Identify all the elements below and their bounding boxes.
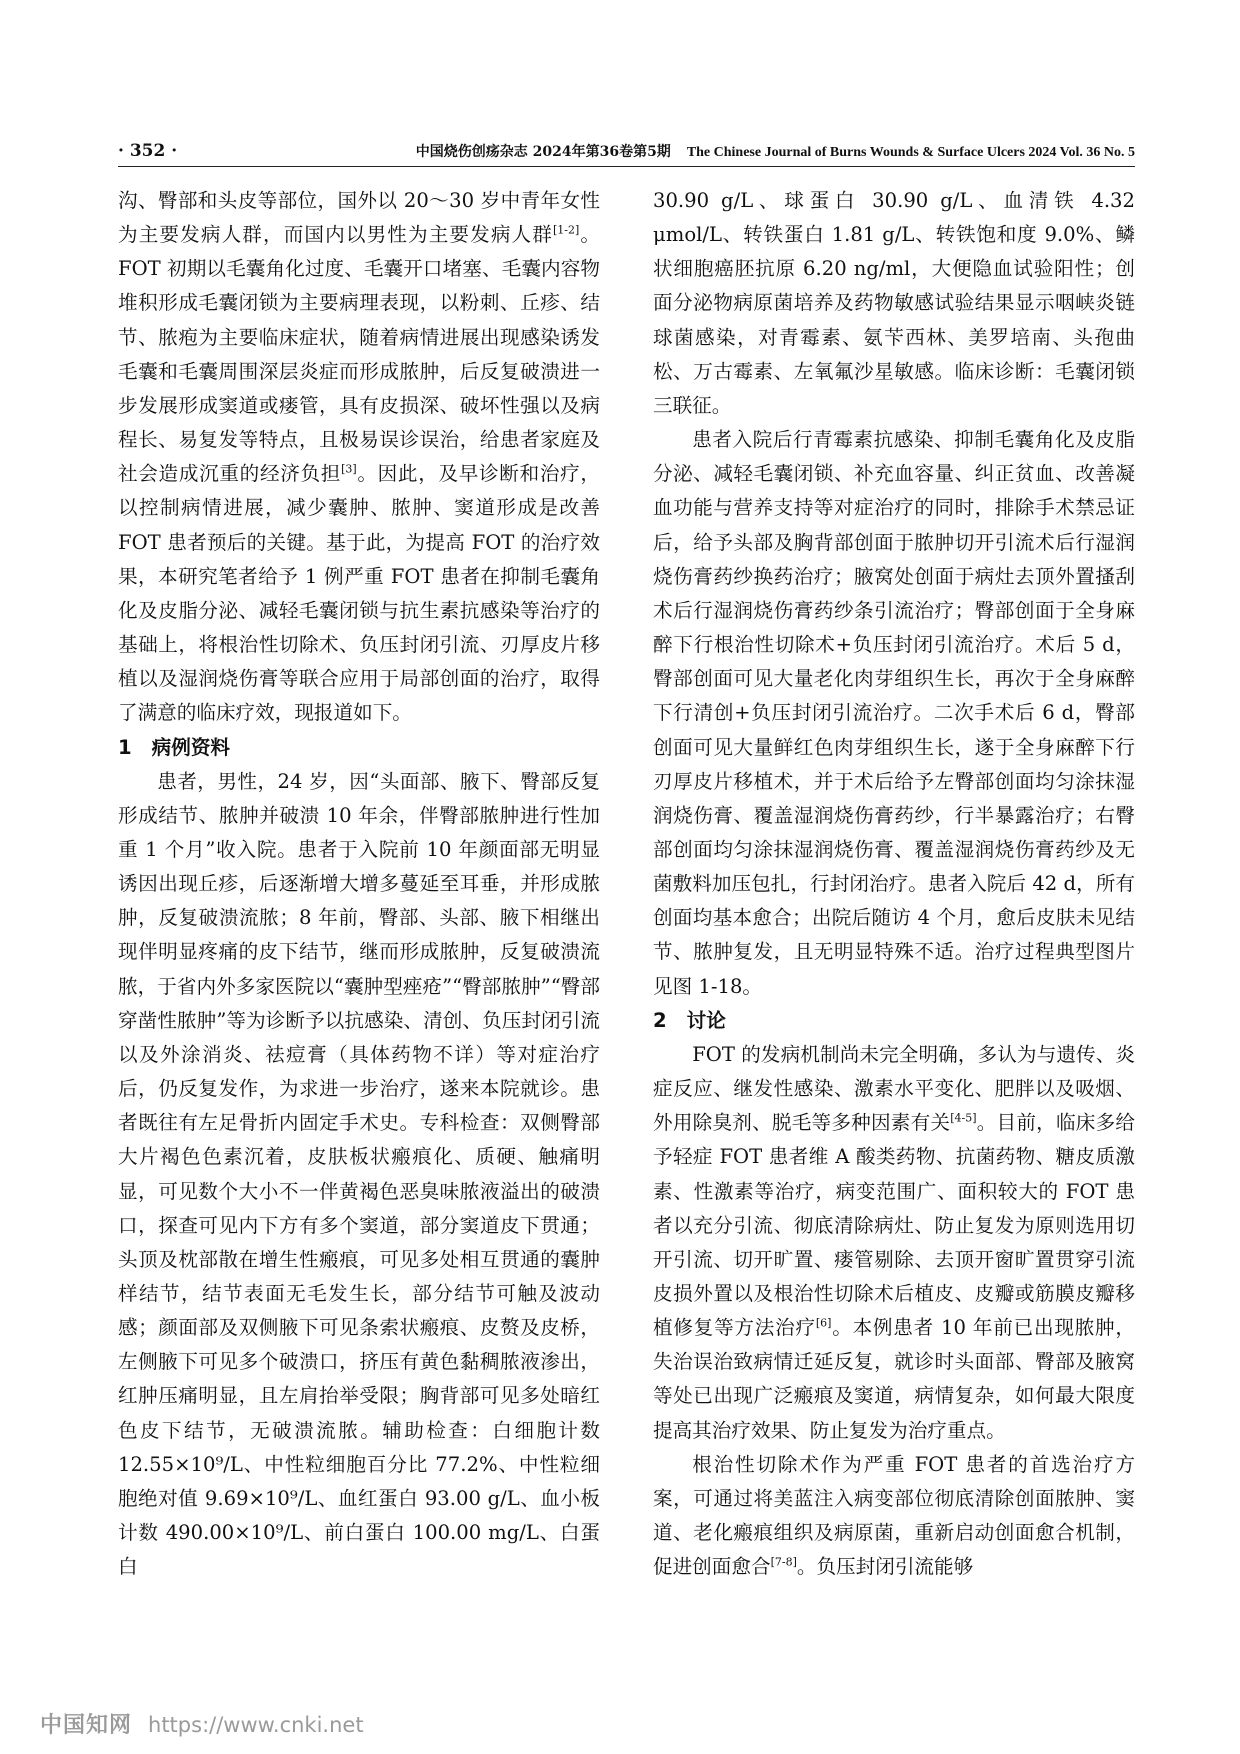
- paragraph-treatment: 患者入院后行青霉素抗感染、抑制毛囊角化及皮脂分泌、减轻毛囊闭锁、补充血容量、纠正贫血、改善凝血功能与营养支持等对症治疗的同时，排除手术禁忌证后，给予头部及胸背部创面于脓肿切开引流术后行湿润烧伤膏药纱换药治疗；腋窝处创面于病灶去顶外置搔刮术后行湿润烧伤膏药纱条引流治疗；臀部创面于全身麻醉下行根治性切除术+负压封闭引流治疗。术后 5 d，臀部创面可见大量老化肉芽组织生长，再次于全身麻醉下行清创+负压封闭引流治疗。二次手术后 6 d，臀部创面可见大量鲜红色肉芽组织生长，遂于全身麻醉下行刃厚皮片移植术，并于术后给予左臀部创面均匀涂抹湿润烧伤膏、覆盖湿润烧伤膏药纱，行半暴露治疗；右臀部创面均匀涂抹湿润烧伤膏、覆盖湿润烧伤膏药纱及无菌敷料加压包扎，行封闭治疗。患者入院后 42 d，所有创面均基本愈合；出院后随访 4 个月，愈后皮肤未见结节、脓肿复发，且无明显特殊不适。治疗过程典型图片见图 1-18。: [653, 428, 1135, 998]
- left-column: [118, 184, 600, 1584]
- running-header: [118, 138, 1135, 164]
- paragraph-case: 患者，男性，24 岁，因“头面部、腋下、臀部反复形成结节、脓肿并破溃 10 年余，伴臀部脓肿进行性加重 1 个月”收入院。患者于入院前 10 年颜面部无明显诱因出现丘疹，后逐渐增大增多蔓延至耳垂，并形成脓肿，反复破溃流脓；8 年前，臀部、头部、腋下相继出现伴明显疼痛的皮下结节，继而形成脓肿，反复破溃流脓，于省内外多家医院以“囊肿型痤疮”“臀部脓肿”“臀部穿凿性脓肿”等为诊断予以抗感染、清创、负压封闭引流以及外涂消炎、祛痘膏（具体药物不详）等对症治疗后，仍反复发作，为求进一步治疗，遂来本院就诊。患者既往有左足骨折内固定手术史。专科检查：双侧臀部大片褐色色素沉着，皮肤板状瘢痕化、质硬、触痛明显，可见数个大小不一伴黄褐色恶臭味脓液溢出的破溃口，探查可见内下方有多个窦道，部分窦道皮下贯通；头顶及枕部散在增生性瘢痕，可见多处相互贯通的囊肿样结节，结节表面无毛发生长，部分结节可触及波动感；颜面部及双侧腋下可见条索状瘢痕、皮赘及皮桥，左侧腋下可见多个破溃口，挤压有黄色黏稠脓液渗出，红肿压痛明显，且左肩抬举受限；胸背部可见多处暗红色皮下结节，无破溃流脓。辅助检查：白细胞计数 12.55×10⁹/L、中性粒细胞百分比 77.2%、中性粒细胞绝对值 9.69×10⁹/L、血红蛋白 93.00 g/L、血小板计数 490.00×10⁹/L、前白蛋白 100.00 mg/L、白蛋白: [118, 769, 600, 1579]
- page-number: · 352 ·: [118, 141, 178, 161]
- citation-ref[interactable]: [7-8]: [770, 1555, 797, 1569]
- journal-title-cn: 中国烧伤创疡杂志 2024年第36卷第5期: [415, 144, 671, 160]
- cnki-watermark: [40, 1708, 364, 1739]
- right-column: [653, 184, 1135, 1584]
- citation-ref[interactable]: [1-2]: [553, 223, 580, 237]
- citation-ref[interactable]: [6]: [815, 1316, 832, 1330]
- citation-ref[interactable]: [4-5]: [950, 1111, 977, 1125]
- journal-citation: [416, 141, 1135, 161]
- cnki-logo: 中国知网: [40, 1713, 133, 1738]
- cnki-url[interactable]: https://www.cnki.net: [148, 1713, 364, 1737]
- section-heading-discussion: 2 讨论: [653, 1008, 726, 1032]
- citation-ref[interactable]: [3]: [341, 462, 357, 476]
- section-heading-case-data: 1 病例资料: [118, 735, 231, 759]
- journal-title-en: The Chinese Journal of Burns Wounds & Surface Ulcers 2024 Vol. 36 No. 5: [686, 145, 1135, 160]
- paragraph-discussion-2: 根治性切除术作为严重 FOT 患者的首选治疗方案，可通过将美蓝注入病变部位彻底清除创面脓肿、窦道、老化瘢痕组织及病原菌，重新启动创面愈合机制，促进创面愈合[7-8]。负压封闭引流能够: [653, 1452, 1135, 1579]
- paragraph-discussion-1: FOT 的发病机制尚未完全明确，多认为与遗传、炎症反应、继发性感染、激素水平变化、肥胖以及吸烟、外用除臭剂、脱毛等多种因素有关[4-5]。目前，临床多给予轻症 FOT 患者维 A 酸类药物、抗菌药物、糖皮质激素、性激素等治疗，病变范围广、面积较大的 FOT 患者以充分引流、彻底清除病灶、防止复发为原则选用切开引流、切开旷置、瘘管剔除、去顶开窗旷置贯穿引流皮损外置以及根治性切除术后植皮、皮瓣或筋膜皮瓣移植修复等方法治疗[6]。本例患者 10 年前已出现脓肿，失治误治致病情迁延反复，就诊时头面部、臀部及腋窝等处已出现广泛瘢痕及窦道，病情复杂，如何最大限度提高其治疗效果、防止复发为治疗重点。: [653, 1042, 1136, 1442]
- paragraph-lab-results: 30.90 g/L、球蛋白 30.90 g/L、血清铁 4.32 μmol/L、转铁蛋白 1.81 g/L、转铁饱和度 9.0%、鳞状细胞癌胚抗原 6.20 ng/ml，大便隐血试验阳性；创面分泌物病原菌培养及药物敏感试验结果显示咽峡炎链球菌感染，对青霉素、氨苄西林、美罗培南、头孢曲松、万古霉素、左氧氟沙星敏感。临床诊断：毛囊闭锁三联征。: [653, 189, 1135, 417]
- header-rule: [118, 166, 1135, 167]
- paragraph-intro: 沟、臀部和头皮等部位，国外以 20～30 岁中青年女性为主要发病人群，而国内以男性为主要发病人群[1-2]。FOT 初期以毛囊角化过度、毛囊开口堵塞、毛囊内容物堆积形成毛囊闭锁为主要病理表现，以粉刺、丘疹、结节、脓疱为主要临床症状，随着病情进展出现感染诱发毛囊和毛囊周围深层炎症而形成脓肿，后反复破溃进一步发展形成窦道或瘘管，具有皮损深、破坏性强以及病程长、易复发等特点，且极易误诊误治，给患者家庭及社会造成沉重的经济负担[3]。因此，及早诊断和治疗，以控制病情进展，减少囊肿、脓肿、窦道形成是改善 FOT 患者预后的关键。基于此，为提高 FOT 的治疗效果，本研究笔者给予 1 例严重 FOT 患者在抑制毛囊角化及皮脂分泌、减轻毛囊闭锁与抗生素抗感染等治疗的基础上，将根治性切除术、负压封闭引流、刃厚皮片移植以及湿润烧伤膏等联合应用于局部创面的治疗，取得了满意的临床疗效，现报道如下。: [118, 189, 601, 725]
